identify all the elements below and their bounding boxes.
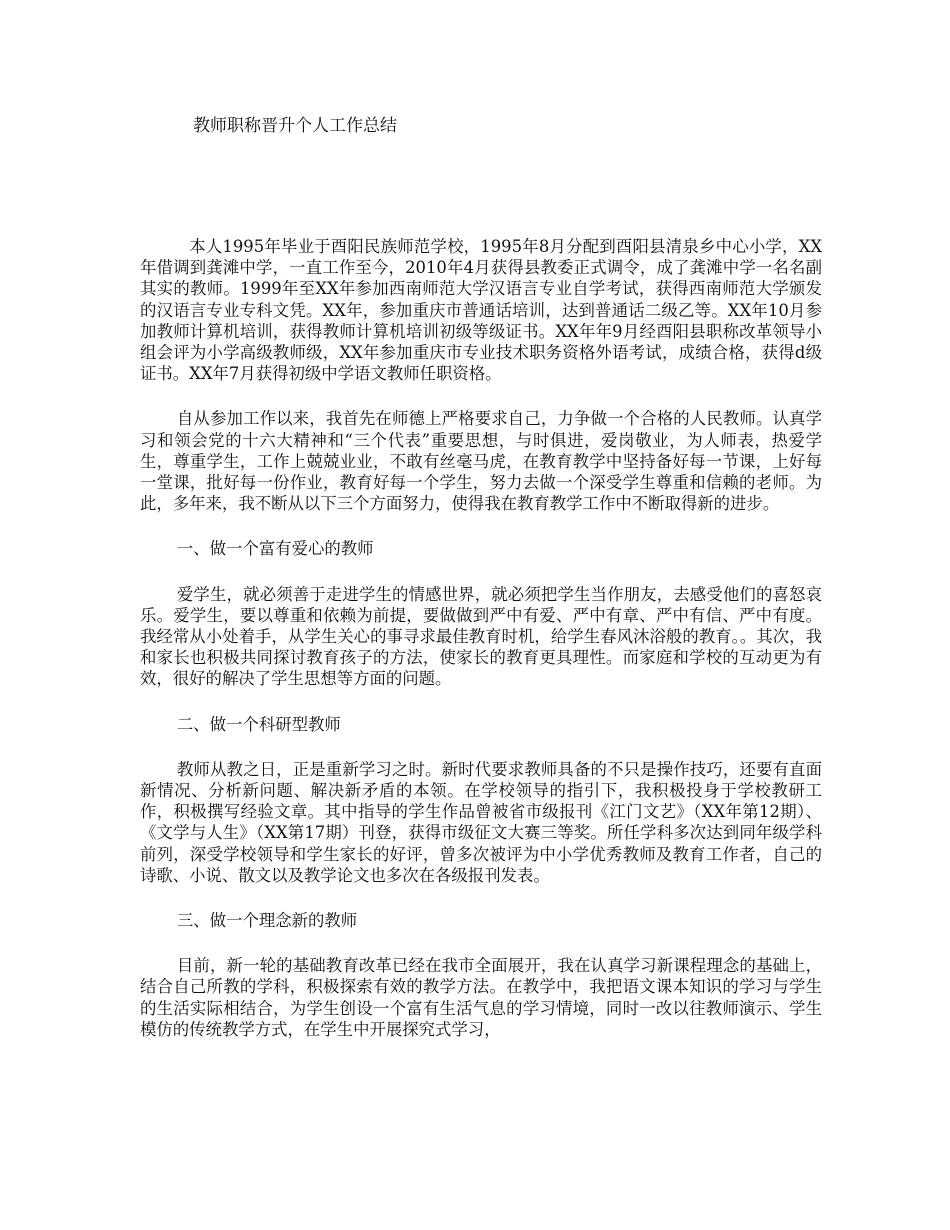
section-heading-1: 一、做一个富有爱心的教师 [176, 539, 374, 559]
paragraph-1: 本人1995年毕业于酉阳民族师范学校，1995年8月分配到酉阳县清泉乡中心小学，XX年借调到龚滩中学，一直工作至今，2010年4月获得县教委正式调令，成了龚滩中学一名名副其实的教师。1999年至XX年参加西南师范大学汉语言专业自学考试，获得西南师范大学颁发的汉语言专业专科文凭。XX年，参加重庆市普通话培训，达到普通话二级乙等。XX年10月参加教师计算机培训，获得教师计算机培训初级等级证书。XX年年9月经酉阳县职称改革领导小组会评为小学高级教师级，XX年参加重庆市专业技术职务资格外语考试，成绩合格，获得d级证书。XX年7月获得初级中学语文教师任职资格。 [140, 237, 822, 384]
section-heading-3: 三、做一个理念新的教师 [176, 911, 358, 931]
document-body [140, 236, 822, 1064]
document-title: 教师职称晋升个人工作总结 [193, 116, 397, 136]
paragraph-3: 爱学生，就必须善于走进学生的情感世界，就必须把学生当作朋友，去感受他们的喜怒哀乐。爱学生，要以尊重和依赖为前提，要做做到严中有爱、严中有章、严中有信、严中有度。我经常从小处着手，从学生关心的事寻求最佳教育时机，给学生春风沐浴般的教育。。其次，我和家长也积极共同探讨教育孩子的方法，使家长的教育更具理性。而家庭和学校的互动更为有效，很好的解决了学生思想等方面的问题。 [140, 584, 822, 689]
paragraph-5: 目前，新一轮的基础教育改革已经在我市全面展开，我在认真学习新课程理念的基础上，结合自己所教的学科，积极探索有效的教学方法。在教学中，我把语文课本知识的学习与学生的生活实际相结合，为学生创设一个富有生活气息的学习情境，同时一改以往教师演示、学生模仿的传统教学方式，在学生中开展探究式学习， [140, 956, 822, 1039]
paragraph-2: 自从参加工作以来，我首先在师德上严格要求自己，力争做一个合格的人民教师。认真学习和领会党的十六大精神和“三个代表”重要思想，与时俱进，爱岗敬业，为人师表，热爱学生，尊重学生，工作上兢兢业业，不敢有丝毫马虎，在教育教学中坚持备好每一节课，上好每一堂课，批好每一份作业，教育好每一个学生，努力去做一个深受学生尊重和信赖的老师。为此，多年来，我不断从以下三个方面努力，使得我在教育教学工作中不断取得新的进步。 [140, 409, 822, 514]
paragraph-4: 教师从教之日，正是重新学习之时。新时代要求教师具备的不只是操作技巧，还要有直面新情况、分析新问题、解决新矛盾的本领。在学校领导的指引下，我积极投身于学校教研工作，积极撰写经验文章。其中指导的学生作品曾被省市级报刊《江门文艺》（XX年第12期）、《文学与人生》（XX第17期）刊登，获得市级征文大赛三等奖。所任学科多次达到同年级学科前列，深受学校领导和学生家长的好评，曾多次被评为中小学优秀教师及教育工作者，自己的诗歌、小说、散文以及教学论文也多次在各级报刊发表。 [140, 759, 822, 885]
section-heading-2: 二、做一个科研型教师 [176, 714, 341, 734]
